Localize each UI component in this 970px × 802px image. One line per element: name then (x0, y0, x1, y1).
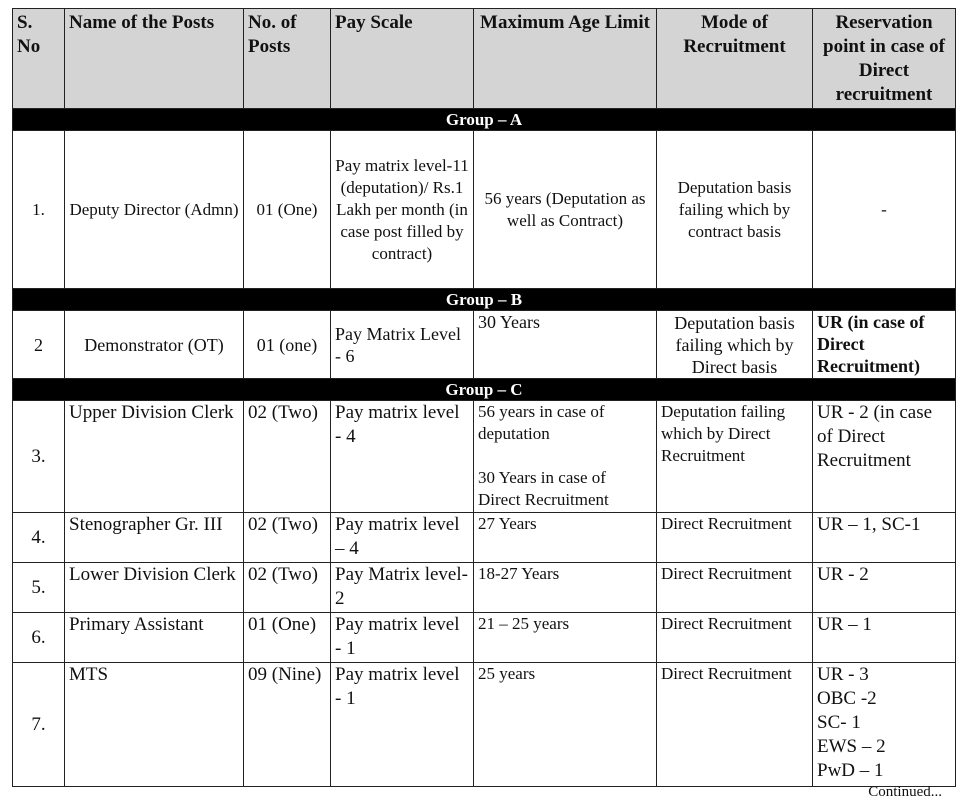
row-posts: 01 (one) (244, 311, 331, 379)
reservation-line: UR - 3 (817, 664, 869, 685)
row-name: MTS (65, 663, 244, 787)
row-posts: 01 (One) (244, 131, 331, 289)
row-posts: 02 (Two) (244, 563, 331, 613)
table-row (13, 613, 956, 663)
row-age (474, 401, 657, 513)
row-reservation: - (813, 131, 956, 289)
row-pay: Pay matrix level – 4 (331, 513, 474, 563)
group-c-label: Group – C (13, 379, 956, 401)
row-pay: Pay matrix level-11 (deputation)/ Rs.1 Lakh per month (in case post filled by contract) (331, 131, 474, 289)
row-age: 27 Years (474, 513, 657, 563)
row-sno: 3. (13, 401, 65, 513)
row-pay: Pay Matrix level-2 (331, 563, 474, 613)
row-name: Primary Assistant (65, 613, 244, 663)
row-age: 18-27 Years (474, 563, 657, 613)
row-sno: 4. (13, 513, 65, 563)
row-posts: 09 (Nine) (244, 663, 331, 787)
table-row (13, 563, 956, 613)
group-b-label: Group – B (13, 289, 956, 311)
row-sno: 1. (13, 131, 65, 289)
row-pay: Pay matrix level - 1 (331, 613, 474, 663)
row-reservation: UR – 1 (813, 613, 956, 663)
group-c-row (13, 379, 956, 401)
row-age: 21 – 25 years (474, 613, 657, 663)
row-posts: 01 (One) (244, 613, 331, 663)
table-row (13, 663, 956, 787)
row-sno: 6. (13, 613, 65, 663)
row-pay: Pay matrix level - 4 (331, 401, 474, 513)
row-name: Demonstrator (OT) (65, 311, 244, 379)
header-age: Maximum Age Limit (474, 9, 657, 109)
group-a-row (13, 109, 956, 131)
row-reservation: UR - 2 (in case of Direct Recruitment (813, 401, 956, 513)
group-b-row (13, 289, 956, 311)
row-pay: Pay Matrix Level - 6 (331, 311, 474, 379)
reservation-line: OBC -2 (817, 688, 877, 709)
continued-note: Continued... (868, 784, 942, 800)
row-pay: Pay matrix level - 1 (331, 663, 474, 787)
row-mode: Deputation failing which by Direct Recruitment (657, 401, 813, 513)
row-age-direct: 30 Years in case of Direct Recruitment (478, 468, 609, 509)
row-age: 56 years (Deputation as well as Contract) (474, 131, 657, 289)
row-reservation: UR – 1, SC-1 (813, 513, 956, 563)
row-posts: 02 (Two) (244, 513, 331, 563)
reservation-line: SC- 1 (817, 712, 861, 733)
row-name: Upper Division Clerk (65, 401, 244, 513)
reservation-line: PwD – 1 (817, 760, 884, 781)
table-row (13, 401, 956, 513)
row-mode: Direct Recruitment (657, 563, 813, 613)
row-name: Lower Division Clerk (65, 563, 244, 613)
row-sno: 5. (13, 563, 65, 613)
recruitment-table (12, 8, 956, 787)
reservation-line: EWS – 2 (817, 736, 886, 757)
row-mode: Deputation basis failing which by Direct basis (657, 311, 813, 379)
header-posts: No. of Posts (244, 9, 331, 109)
row-age: 25 years (474, 663, 657, 787)
header-reservation: Reservation point in case of Direct recruitment (813, 9, 956, 109)
row-age-deputation: 56 years in case of deputation (478, 402, 605, 443)
row-mode: Direct Recruitment (657, 613, 813, 663)
group-a-label: Group – A (13, 109, 956, 131)
row-reservation (813, 663, 956, 787)
row-mode: Direct Recruitment (657, 513, 813, 563)
row-posts: 02 (Two) (244, 401, 331, 513)
row-name: Stenographer Gr. III (65, 513, 244, 563)
row-mode: Direct Recruitment (657, 663, 813, 787)
row-sno: 7. (13, 663, 65, 787)
table-row (13, 311, 956, 379)
header-name: Name of the Posts (65, 9, 244, 109)
row-age: 30 Years (474, 311, 657, 379)
table-row (13, 131, 956, 289)
row-name: Deputy Director (Admn) (65, 131, 244, 289)
header-row (13, 9, 956, 109)
row-sno: 2 (13, 311, 65, 379)
header-sno: S. No (13, 9, 65, 109)
header-mode: Mode of Recruitment (657, 9, 813, 109)
row-reservation: UR (in case of Direct Recruitment) (813, 311, 956, 379)
table-row (13, 513, 956, 563)
row-mode: Deputation basis failing which by contract basis (657, 131, 813, 289)
row-reservation: UR - 2 (813, 563, 956, 613)
header-pay: Pay Scale (331, 9, 474, 109)
